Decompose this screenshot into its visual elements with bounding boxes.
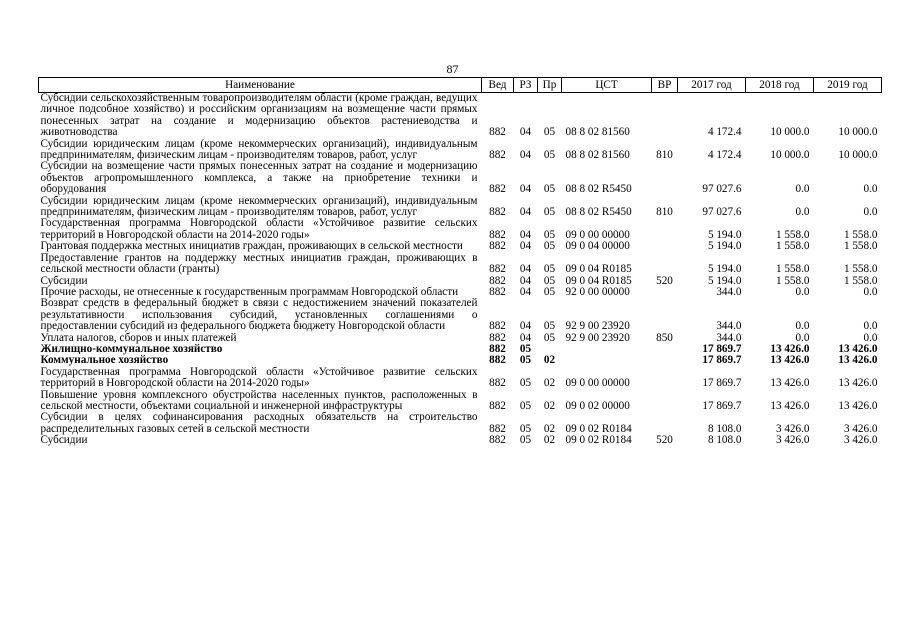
cell-pr: 05 <box>543 331 556 344</box>
cell-pr: 02 <box>543 399 556 412</box>
cell-name: Субсидии юридическим лицам (кроме некоммерческих организаций), индивидуальным предпринимателям, физическим лицам - производителям товаров, работ, услуг <box>40 194 478 219</box>
cell-2019: 13 426.0 <box>838 342 878 355</box>
column-header-rz: РЗ <box>514 78 538 93</box>
table-row <box>39 435 882 446</box>
budget-table <box>38 77 882 447</box>
cell-pr: 02 <box>543 422 556 435</box>
cell-2019: 1 558.0 <box>843 263 878 276</box>
table-row <box>39 390 882 413</box>
cell-ved: 882 <box>489 183 506 196</box>
cell-ved: 882 <box>489 274 506 287</box>
cell-2017: 5 194.0 <box>707 228 742 241</box>
cell-cst: 09 0 04 R0185 <box>565 274 632 287</box>
cell-2017: 5 194.0 <box>707 274 742 287</box>
cell-cst: 08 8 02 81560 <box>565 126 630 139</box>
cell-2018: 13 426.0 <box>770 399 810 412</box>
table-row <box>39 298 882 332</box>
cell-vr <box>652 161 678 195</box>
cell-cst: 09 0 00 00000 <box>565 377 630 390</box>
cell-pr: 05 <box>543 274 556 287</box>
cell-2019: 0.0 <box>863 285 878 298</box>
cell-2018: 0.0 <box>795 320 810 333</box>
cell-name: Жилищно-коммунальное хозяйство <box>40 342 223 355</box>
cell-ved: 882 <box>489 422 506 435</box>
cell-2018: 1 558.0 <box>775 228 810 241</box>
cell-pr: 05 <box>543 240 556 253</box>
table-row <box>39 196 882 219</box>
cell-2019: 0.0 <box>863 183 878 196</box>
table-row <box>39 218 882 241</box>
table-row <box>39 241 882 252</box>
cell-rz: 05 <box>519 354 532 367</box>
table-header-row <box>39 78 882 93</box>
cell-2019: 0.0 <box>863 320 878 333</box>
column-header-vr: ВР <box>652 78 678 93</box>
cell-cst <box>562 344 652 355</box>
cell-name: Повышение уровня комплексного обустройства населенных пунктов, расположенных в сельской местности, объектами социальной и инженерной инфраструктуры <box>40 388 478 412</box>
page-number: 87 <box>446 62 459 76</box>
cell-2017: 17 869.7 <box>702 342 742 355</box>
cell-pr: 05 <box>543 183 556 196</box>
cell-vr: 810 <box>656 149 673 162</box>
cell-2019: 0.0 <box>863 206 878 219</box>
cell-vr <box>652 367 678 390</box>
cell-rz: 04 <box>519 274 532 287</box>
cell-2019: 10 000.0 <box>838 149 878 162</box>
cell-2019: 3 426.0 <box>843 422 878 435</box>
cell-vr <box>652 355 678 366</box>
cell-2019: 1 558.0 <box>843 274 878 287</box>
cell-2017: 17 869.7 <box>702 377 742 390</box>
cell-cst <box>562 355 652 366</box>
cell-ved: 882 <box>489 399 506 412</box>
cell-name: Субсидии юридическим лицам (кроме некоммерческих организаций), индивидуальным предпринимателям, физическим лицам - производителям товаров, работ, услуг <box>40 137 478 162</box>
cell-name: Государственная программа Новгородской области «Устойчивое развитие сельских территорий в Новгородской области на 2014-2020 годы» <box>40 365 478 390</box>
cell-2018: 3 426.0 <box>775 434 810 447</box>
cell-ved: 882 <box>489 331 506 344</box>
cell-pr: 05 <box>543 206 556 219</box>
cell-2017: 344.0 <box>716 331 742 344</box>
cell-cst: 09 0 02 00000 <box>565 399 630 412</box>
cell-cst: 09 0 04 00000 <box>565 240 630 253</box>
cell-rz: 04 <box>519 149 532 162</box>
cell-rz: 04 <box>519 206 532 219</box>
cell-name: Субсидии на возмещение части прямых понесенных затрат на создание и модернизацию объектов агропромышленного комплекса, а также на приобретение техники и оборудования <box>40 160 478 196</box>
cell-pr: 02 <box>543 354 556 367</box>
cell-name: Субсидии сельскохозяйственным товаропроизводителям области (кроме граждан, ведущих личное подсобное хозяйство) и российским организациям на возмещение части прямых понесенных затрат на создание и модернизацию объектов растениеводства и животноводства <box>40 92 478 139</box>
cell-ved: 882 <box>489 342 506 355</box>
cell-name: Субсидии <box>40 434 88 447</box>
cell-2018: 10 000.0 <box>770 149 810 162</box>
cell-2018: 0.0 <box>795 206 810 219</box>
cell-pr: 02 <box>543 434 556 447</box>
cell-2019: 13 426.0 <box>838 354 878 367</box>
cell-vr <box>652 218 678 241</box>
cell-pr: 05 <box>543 285 556 298</box>
cell-vr <box>652 412 678 435</box>
cell-pr: 05 <box>543 263 556 276</box>
cell-cst: 09 0 04 R0185 <box>565 263 632 276</box>
column-header-ved: Вед <box>482 78 514 93</box>
cell-rz: 05 <box>519 422 532 435</box>
cell-2019: 0.0 <box>863 331 878 344</box>
cell-2018: 1 558.0 <box>775 274 810 287</box>
cell-cst: 09 0 02 R0184 <box>565 434 632 447</box>
cell-name: Коммунальное хозяйство <box>40 354 169 367</box>
cell-name: Уплата налогов, сборов и иных платежей <box>40 331 237 344</box>
cell-rz: 04 <box>519 228 532 241</box>
cell-pr: 05 <box>543 228 556 241</box>
cell-2017: 5 194.0 <box>707 263 742 276</box>
cell-name: Предоставление грантов на поддержку местных инициатив граждан, проживающих в сельской местности области (гранты) <box>40 251 478 276</box>
cell-ved: 882 <box>489 149 506 162</box>
cell-cst: 09 0 02 R0184 <box>565 422 632 435</box>
cell-2017: 5 194.0 <box>707 240 742 253</box>
cell-rz: 04 <box>519 263 532 276</box>
cell-name: Государственная программа Новгородской области «Устойчивое развитие сельских территорий в Новгородской области на 2014-2020 годы» <box>40 217 478 241</box>
cell-pr: 05 <box>543 149 556 162</box>
cell-vr: 520 <box>656 434 673 447</box>
cell-ved: 882 <box>489 228 506 241</box>
cell-rz: 04 <box>519 240 532 253</box>
cell-vr <box>652 253 678 276</box>
cell-vr: 520 <box>656 274 673 287</box>
column-header-2018: 2018 год <box>746 78 814 93</box>
cell-cst: 08 8 02 81560 <box>565 149 630 162</box>
cell-rz: 04 <box>519 331 532 344</box>
cell-cst: 92 9 00 23920 <box>565 320 630 333</box>
cell-name: Возврат средств в федеральный бюджет в связи с недостижением значений показателей результативности использования субсидий, установленных соглашениями о предоставлении субсидий из федерального бюджета бюджету Новгородской области <box>40 297 478 333</box>
cell-2019: 13 426.0 <box>838 399 878 412</box>
cell-vr <box>652 298 678 332</box>
cell-2017: 4 172.4 <box>707 126 742 139</box>
cell-rz: 05 <box>519 434 532 447</box>
table-row <box>39 367 882 390</box>
cell-name: Грантовая поддержка местных инициатив граждан, проживающих в сельской местности <box>40 240 463 253</box>
cell-cst: 08 8 02 R5450 <box>565 183 632 196</box>
cell-ved: 882 <box>489 240 506 253</box>
cell-rz: 05 <box>519 377 532 390</box>
column-header-pr: Пр <box>538 78 562 93</box>
cell-pr: 05 <box>543 126 556 139</box>
cell-pr: 02 <box>543 377 556 390</box>
cell-2018: 0.0 <box>795 183 810 196</box>
cell-cst: 92 9 00 23920 <box>565 331 630 344</box>
cell-2018: 1 558.0 <box>775 240 810 253</box>
cell-2017: 8 108.0 <box>707 434 742 447</box>
cell-2019: 13 426.0 <box>838 377 878 390</box>
cell-2017: 344.0 <box>716 285 742 298</box>
cell-2018: 0.0 <box>795 285 810 298</box>
cell-2018: 10 000.0 <box>770 126 810 139</box>
cell-ved: 882 <box>489 126 506 139</box>
cell-rz: 04 <box>519 320 532 333</box>
cell-cst: 08 8 02 R5450 <box>565 206 632 219</box>
cell-pr: 05 <box>543 320 556 333</box>
cell-vr: 810 <box>656 206 673 219</box>
cell-vr: 850 <box>656 331 673 344</box>
cell-rz: 04 <box>519 183 532 196</box>
cell-ved: 882 <box>489 354 506 367</box>
column-header-name: Наименование <box>39 78 482 93</box>
cell-2017: 97 027.6 <box>702 183 742 196</box>
cell-2017: 8 108.0 <box>707 422 742 435</box>
cell-2017: 344.0 <box>716 320 742 333</box>
cell-2018: 3 426.0 <box>775 422 810 435</box>
column-header-cst: ЦСТ <box>562 78 652 93</box>
cell-ved: 882 <box>489 206 506 219</box>
cell-rz: 05 <box>519 399 532 412</box>
cell-vr <box>652 93 678 139</box>
cell-name: Прочие расходы, не отнесенные к государственным программам Новгородской области <box>40 285 459 298</box>
table-row <box>39 253 882 276</box>
column-header-2017: 2017 год <box>678 78 746 93</box>
cell-2018: 13 426.0 <box>770 377 810 390</box>
cell-cst: 92 0 00 00000 <box>565 285 630 298</box>
cell-cst: 09 0 00 00000 <box>565 228 630 241</box>
cell-2018: 0.0 <box>795 331 810 344</box>
cell-2018: 13 426.0 <box>770 354 810 367</box>
table-row <box>39 93 882 139</box>
table-row <box>39 412 882 435</box>
cell-vr <box>652 390 678 413</box>
cell-rz: 04 <box>519 126 532 139</box>
cell-2018: 1 558.0 <box>775 263 810 276</box>
cell-vr <box>652 344 678 355</box>
cell-ved: 882 <box>489 320 506 333</box>
cell-name: Субсидии <box>40 274 88 287</box>
cell-2017: 17 869.7 <box>702 354 742 367</box>
cell-2018: 13 426.0 <box>770 342 810 355</box>
cell-2019: 3 426.0 <box>843 434 878 447</box>
cell-ved: 882 <box>489 377 506 390</box>
cell-2017: 97 027.6 <box>702 206 742 219</box>
cell-2017: 4 172.4 <box>707 149 742 162</box>
cell-vr <box>652 287 678 298</box>
cell-ved: 882 <box>489 434 506 447</box>
cell-rz: 05 <box>519 342 532 355</box>
cell-ved: 882 <box>489 285 506 298</box>
cell-2019: 1 558.0 <box>843 228 878 241</box>
table-row <box>39 161 882 195</box>
cell-2019: 1 558.0 <box>843 240 878 253</box>
column-header-2019: 2019 год <box>814 78 882 93</box>
cell-2017: 17 869.7 <box>702 399 742 412</box>
table-row <box>39 139 882 162</box>
cell-vr <box>652 241 678 252</box>
cell-ved: 882 <box>489 263 506 276</box>
cell-name: Субсидии в целях софинансирования расходных обязательств на строительство распределительных газовых сетей в сельской местности <box>40 411 478 435</box>
cell-2019: 10 000.0 <box>838 126 878 139</box>
cell-rz: 04 <box>519 285 532 298</box>
